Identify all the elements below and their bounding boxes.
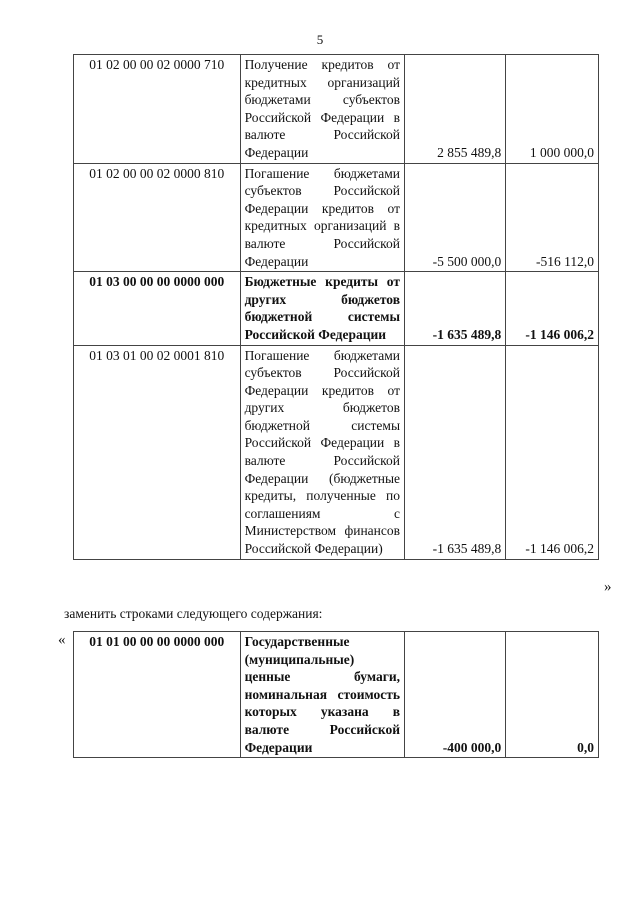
amount-second: 0,0 (506, 632, 599, 758)
amount-first: 2 855 489,8 (405, 55, 506, 164)
replacement-table (73, 631, 599, 758)
amount-first: -1 635 489,8 (405, 345, 506, 559)
row-description: Погашение бюджетами субъектов Российской Федерации кредитов от других бюджетов бюджетной системы Российской Федерации в валюте Российской Федерации (бюджетные кредиты, полученные по соглашениям с Министерством финансов Российской Федерации) (240, 345, 404, 559)
amount-first: -400 000,0 (405, 632, 506, 758)
table-row-total (74, 272, 599, 345)
budget-code: 01 02 00 00 02 0000 810 (74, 163, 241, 272)
amount-second: -516 112,0 (506, 163, 599, 272)
opening-quote: « (58, 632, 66, 648)
table-row-total (74, 632, 599, 758)
budget-sources-table (73, 54, 599, 560)
budget-code: 01 02 00 00 02 0000 710 (74, 55, 241, 164)
amount-second: 1 000 000,0 (506, 55, 599, 164)
replace-instruction: заменить строками следующего содержания: (64, 606, 323, 621)
closing-quote: » (604, 579, 612, 595)
amount-first: -1 635 489,8 (405, 272, 506, 345)
budget-code: 01 03 00 00 00 0000 000 (74, 272, 241, 345)
row-description: Государственные (муниципальные) ценные бумаги, номинальная стоимость которых указана в валюте Российской Федерации (240, 632, 404, 758)
budget-code: 01 03 01 00 02 0001 810 (74, 345, 241, 559)
row-description: Получение кредитов от кредитных организаций бюджетами субъектов Российской Федерации в валюте Российской Федерации (240, 55, 404, 164)
budget-code: 01 01 00 00 00 0000 000 (74, 632, 241, 758)
row-description: Бюджетные кредиты от других бюджетов бюджетной системы Российской Федерации (240, 272, 404, 345)
amount-second: -1 146 006,2 (506, 272, 599, 345)
table-row (74, 55, 599, 164)
table-row (74, 163, 599, 272)
page-number: 5 (316, 32, 324, 47)
amount-first: -5 500 000,0 (405, 163, 506, 272)
table-row (74, 345, 599, 559)
amount-second: -1 146 006,2 (506, 345, 599, 559)
row-description: Погашение бюджетами субъектов Российской Федерации кредитов от кредитных организаций в валюте Российской Федерации (240, 163, 404, 272)
